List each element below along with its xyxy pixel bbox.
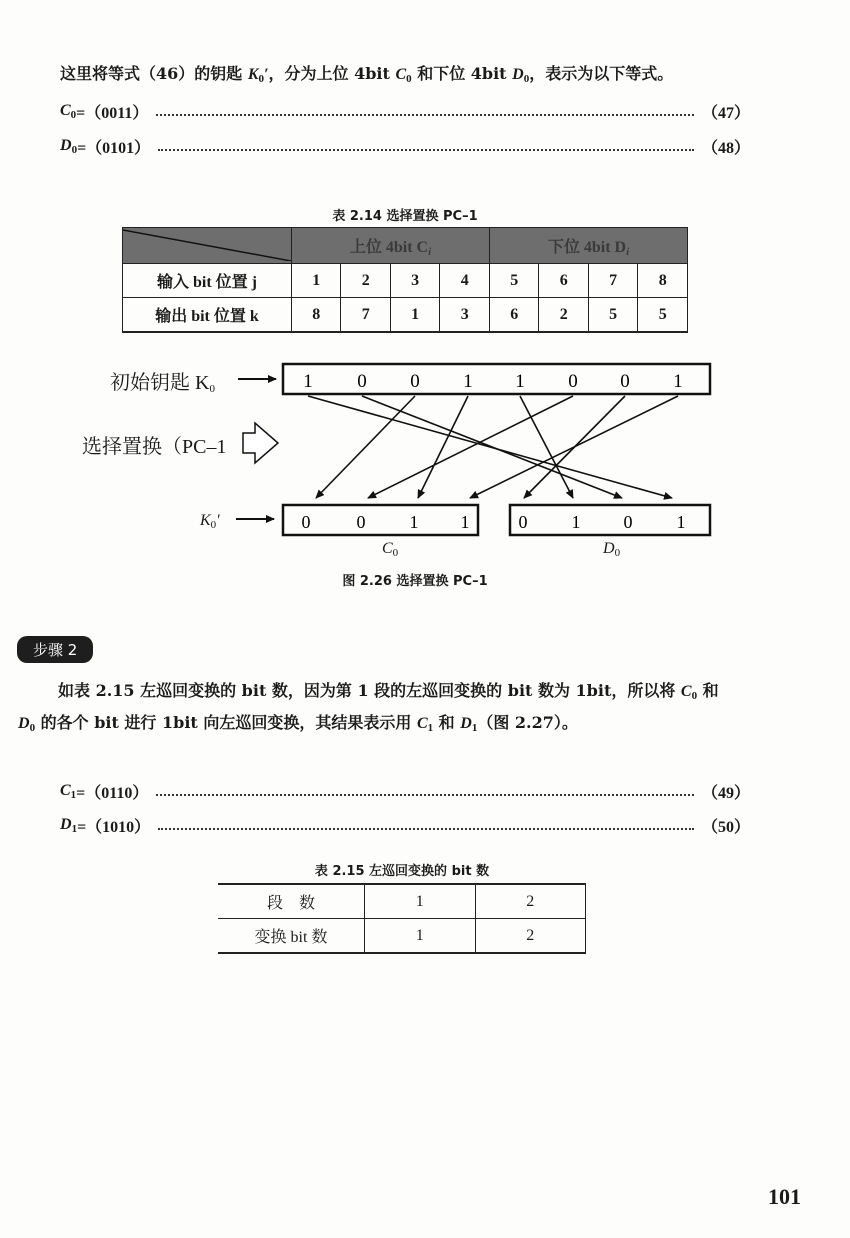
d0-bit: 0 [623, 512, 633, 532]
table-shift [218, 883, 586, 954]
permutation-arrow [418, 396, 468, 498]
cell: 4 [440, 264, 490, 298]
equation-48 [60, 135, 750, 158]
page-number: 101 [768, 1184, 801, 1209]
eq-number: （50） [701, 819, 750, 836]
diagonal-line [123, 228, 291, 261]
d0-label: $D_0$ [603, 540, 621, 559]
table-2-14-caption: 表 2.14 选择置换 PC–1 [332, 209, 478, 224]
cell: 5 [638, 298, 688, 333]
eq-rhs: =（0011） [76, 105, 149, 122]
eq-rhs: =（0110） [76, 785, 149, 802]
figure-2-26-caption: 图 2.26 选择置换 PC–1 [342, 574, 488, 589]
intro-text: 这里将等式（46）的钥匙 [60, 64, 248, 83]
table-row [218, 919, 586, 954]
eq-var: $C_0$ [60, 102, 77, 121]
leader-dots [158, 149, 694, 151]
cell: 8 [292, 298, 341, 333]
cell: 3 [440, 298, 490, 333]
eq-var: $C_1$ [60, 782, 77, 801]
table-row-output [123, 298, 688, 333]
input-bit: 1 [303, 371, 313, 392]
leader-dots [158, 828, 694, 830]
cell: 8 [638, 264, 688, 298]
permutation-diagram [0, 355, 850, 555]
header-upper: 上位 4bit $C_i$ [292, 228, 490, 264]
intro-text: ，分为上位 4bit [268, 64, 396, 83]
intro-text: ，表示为以下等式。 [529, 64, 674, 83]
cell: 7 [588, 264, 637, 298]
input-bit: 1 [463, 371, 473, 392]
equation-47 [60, 100, 750, 123]
permutation-arrow [520, 396, 573, 498]
c0-label: $C_0$ [382, 540, 399, 559]
eq-number: （47） [701, 105, 750, 122]
corner-cell [123, 228, 292, 264]
input-bit: 0 [620, 371, 630, 392]
row-label: 变换 bit 数 [218, 919, 365, 954]
input-bit: 0 [410, 371, 420, 392]
var-c0: $C_0$ [395, 66, 412, 85]
leader-dots [156, 114, 694, 116]
intro-paragraph [60, 64, 673, 89]
c0-bit: 0 [356, 512, 366, 532]
eq-rhs: =（0101） [77, 140, 151, 157]
permutation-label: 选择置换（PC–1 [82, 436, 227, 458]
cell: 7 [341, 298, 390, 333]
c0-box [283, 505, 478, 535]
initial-key-box [283, 364, 710, 394]
eq-var: $D_1$ [60, 816, 78, 835]
c0-bit: 0 [301, 512, 311, 532]
table-row-input [123, 264, 688, 298]
input-bit: 1 [673, 371, 683, 392]
leader-dots [156, 794, 694, 796]
d0-bit: 1 [676, 512, 686, 532]
step-badge: 步骤 2 [17, 636, 93, 663]
table-row [218, 884, 586, 919]
equation-49 [60, 780, 750, 803]
input-bit: 0 [568, 371, 578, 392]
eq-number: （49） [701, 785, 750, 802]
cell: 5 [588, 298, 637, 333]
cell: 2 [341, 264, 390, 298]
eq-number: （48） [701, 140, 750, 157]
header-lower: 下位 4bit $D_i$ [489, 228, 687, 264]
c0-bit: 1 [460, 512, 470, 532]
permutation-arrow [470, 396, 678, 498]
input-bit: 0 [357, 371, 367, 392]
table-pc1 [122, 227, 688, 333]
row-label: 段 数 [218, 884, 365, 919]
hollow-arrow-icon [243, 423, 278, 463]
eq-rhs: =（1010） [77, 819, 151, 836]
cell: 1 [365, 919, 476, 954]
c0-bit: 1 [409, 512, 419, 532]
cell: 5 [489, 264, 538, 298]
d0-bit: 0 [518, 512, 528, 532]
var-d0: $D_0$ [512, 66, 530, 85]
cell: 2 [475, 919, 586, 954]
permutation-arrow [368, 396, 573, 498]
cell: 1 [365, 884, 476, 919]
step-paragraph-line2: $D_0$ 的各个 bit 进行 1bit 向左巡回变换，其结果表示用 $C_1$ 和 $D_1$（图 2.27）。 [18, 713, 578, 734]
cell: 6 [539, 264, 588, 298]
initial-key-label: 初始钥匙 $K_0$ [110, 372, 215, 395]
equation-50 [60, 814, 750, 837]
row-label: 输入 bit 位置 j [123, 264, 292, 298]
cell: 1 [292, 264, 341, 298]
row-label: 输出 bit 位置 k [123, 298, 292, 333]
cell: 1 [390, 298, 439, 333]
input-bit: 1 [515, 371, 525, 392]
intro-text: 和下位 4bit [411, 64, 513, 83]
cell: 2 [475, 884, 586, 919]
d0-bit: 1 [571, 512, 581, 532]
eq-var: $D_0$ [60, 137, 78, 156]
key-k0-prime: $K_0'$ [247, 66, 269, 85]
output-key-label: $K_0'$ [200, 512, 220, 531]
cell: 6 [489, 298, 538, 333]
step-paragraph-line1: 如表 2.15 左巡回变换的 bit 数，因为第 1 段的左巡回变换的 bit 数为 1bit，所以将 $C_0$ 和 [58, 681, 719, 702]
cell: 3 [390, 264, 439, 298]
table-header-row [123, 228, 688, 264]
cell: 2 [539, 298, 588, 333]
table-2-15-caption: 表 2.15 左巡回变换的 bit 数 [314, 864, 490, 879]
